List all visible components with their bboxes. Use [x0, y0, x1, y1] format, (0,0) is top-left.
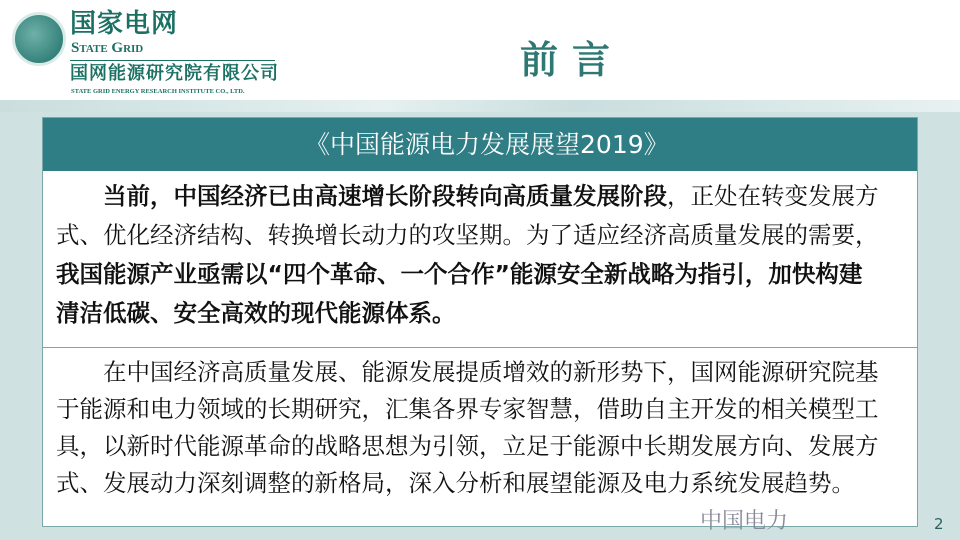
state-grid-logo-icon: [12, 12, 66, 66]
logo-en: State Grid: [71, 40, 144, 56]
text-segment: 清洁低碳、安全高效的现代能源体系。: [56, 299, 456, 327]
text-line: 式、发展动力深刻调整的新格局，深入分析和展望能源及电力系统发展趋势。: [56, 469, 855, 497]
text-segment: 我国能源产业亟需以“四个革命、一个合作”能源安全新战略为指引，加快构建: [56, 260, 863, 288]
paragraph-2: [43, 348, 917, 502]
watermark: 中国电力: [700, 509, 789, 534]
institute-en: STATE GRID ENERGY RESEARCH INSTITUTE CO., LTD.: [71, 88, 245, 95]
page-number: 2: [934, 515, 944, 533]
text-line: [56, 216, 917, 255]
text-segment: ，正处在转变发展方: [667, 182, 879, 210]
text-line: [56, 294, 917, 333]
text-line: [56, 255, 917, 294]
box-title: 《中国能源电力发展展望2019》: [43, 118, 917, 171]
text-line: 在中国经济高质量发展、能源发展提质增效的新形势下，国网能源研究院基: [56, 358, 879, 386]
divider: [70, 60, 275, 61]
text-line: 具，以新时代能源革命的战略思想为引领，立足于能源中长期发展方向、发展方: [56, 432, 879, 460]
logo-cn: 国家电网: [70, 9, 179, 39]
text-segment: 当前，中国经济已由高速增长阶段转向高质量发展阶段: [56, 182, 667, 210]
header-band: [0, 100, 960, 112]
header: [0, 0, 960, 104]
text-segment: 式、优化经济结构、转换增长动力的攻坚期。为了适应经济高质量发展的需要，: [56, 221, 879, 249]
institute-cn: 国网能源研究院有限公司: [70, 63, 279, 84]
text-line: [56, 177, 917, 216]
content-box: [42, 117, 918, 527]
paragraph-1: [43, 171, 917, 348]
page-title: 前言: [520, 38, 625, 82]
text-line: 于能源和电力领域的长期研究，汇集各界专家智慧，借助自主开发的相关模型工: [56, 395, 879, 423]
